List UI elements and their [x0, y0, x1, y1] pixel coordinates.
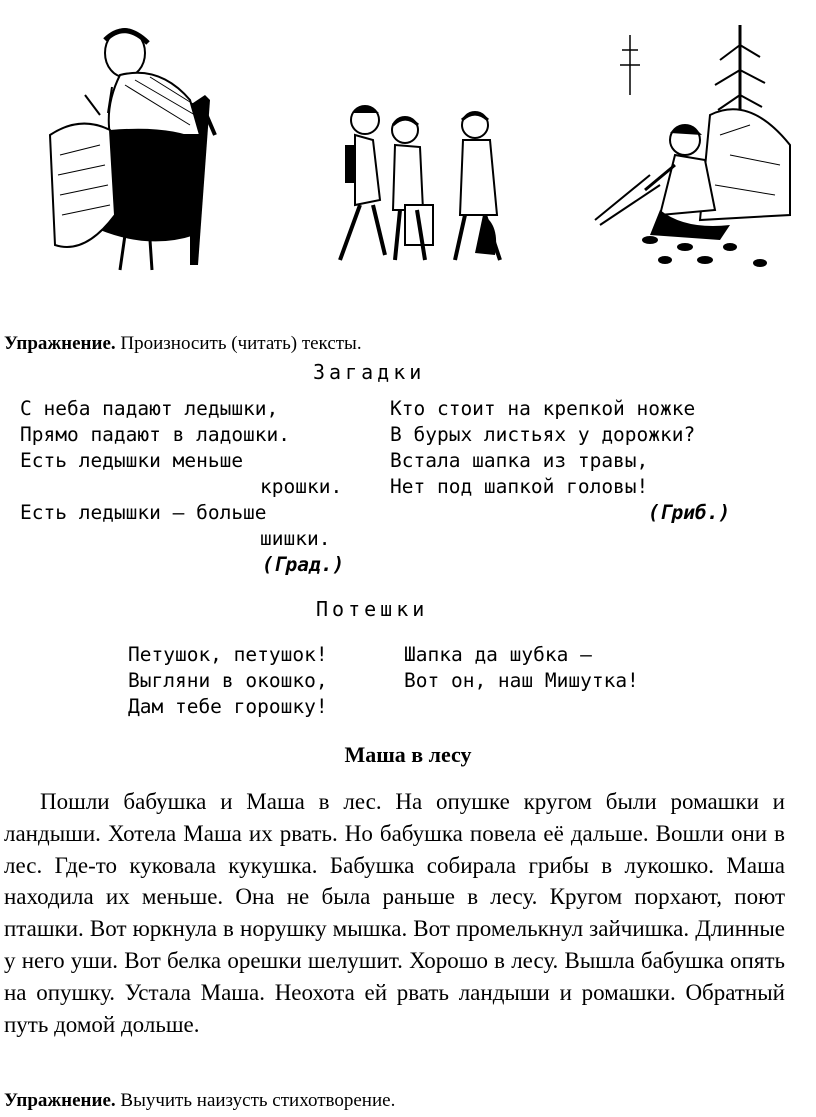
poem-line: крошки. [260, 475, 343, 498]
story-title: Маша в лесу [344, 742, 472, 767]
poem-line: С неба падают ледышки, [20, 397, 279, 420]
poem-line: Нет под шапкой головы! [390, 475, 649, 498]
exercise-text: Выучить наизусть стихотворение. [120, 1090, 396, 1111]
story-text: Пошли бабушка и Маша в лес. На опушке кругом были ромашки и ландыши. Хотела Маша их рвать. Но бабушка повела её дальше. Вошли они в лес. Где-то куковала кукушка. Бабушка собирала грибы в лукошко. Маша находила их меньше. Она не была раньше в лесу. Кругом порхают, поют пташки. Вот юркнула в норушку мышка. Вот промелькнул зайчишка. Длинные у него уши. Вот белка орешки шелушит. Хорошо в лесу. Вышла бабушка опять на опушку. Устала Маша. Неохота ей рвать ландыши и ромашки. Обратный путь домой дольше. [4, 789, 785, 1037]
exercise-text: Произносить (читать) тексты. [120, 333, 362, 354]
poem-line: Петушок, петушок! [128, 643, 328, 666]
poem-line: Прямо падают в ладошки. [20, 423, 291, 446]
riddle-answer: (Град.) [262, 553, 345, 576]
poem-line: В бурых листьях у дорожки? [390, 423, 696, 446]
poem-line: шишки. [260, 527, 331, 550]
exercise-label: Упражнение. [4, 1090, 116, 1111]
poem-line: Выгляни в окошко, [128, 669, 328, 692]
nursery-rhyme-left [128, 642, 328, 720]
poem-line: Встала шапка из травы, [390, 449, 649, 472]
poem-line: Дам тебе горошку! [128, 695, 328, 718]
poem-line: Шапка да шубка — [404, 643, 592, 666]
children-walking-illustration [325, 15, 530, 275]
riddles-title: Загадки [313, 360, 426, 384]
boy-picking-pinecones-illustration [590, 15, 795, 275]
grandmother-knitting-illustration [40, 15, 255, 275]
poem-line: Кто стоит на крепкой ножке [390, 397, 696, 420]
poem-line: Есть ледышки меньше [20, 449, 244, 472]
exercise-instruction-bottom [4, 1090, 395, 1112]
poem-line: Есть ледышки — больше [20, 501, 267, 524]
nursery-rhymes-title: Потешки [316, 597, 429, 621]
riddle-left [20, 396, 344, 578]
riddle-right [390, 396, 730, 526]
exercise-instruction-top [4, 333, 362, 355]
riddle-answer: (Гриб.) [648, 501, 731, 524]
poem-line: Вот он, наш Мишутка! [404, 669, 639, 692]
exercise-label: Упражнение. [4, 333, 116, 354]
nursery-rhyme-right [404, 642, 639, 694]
